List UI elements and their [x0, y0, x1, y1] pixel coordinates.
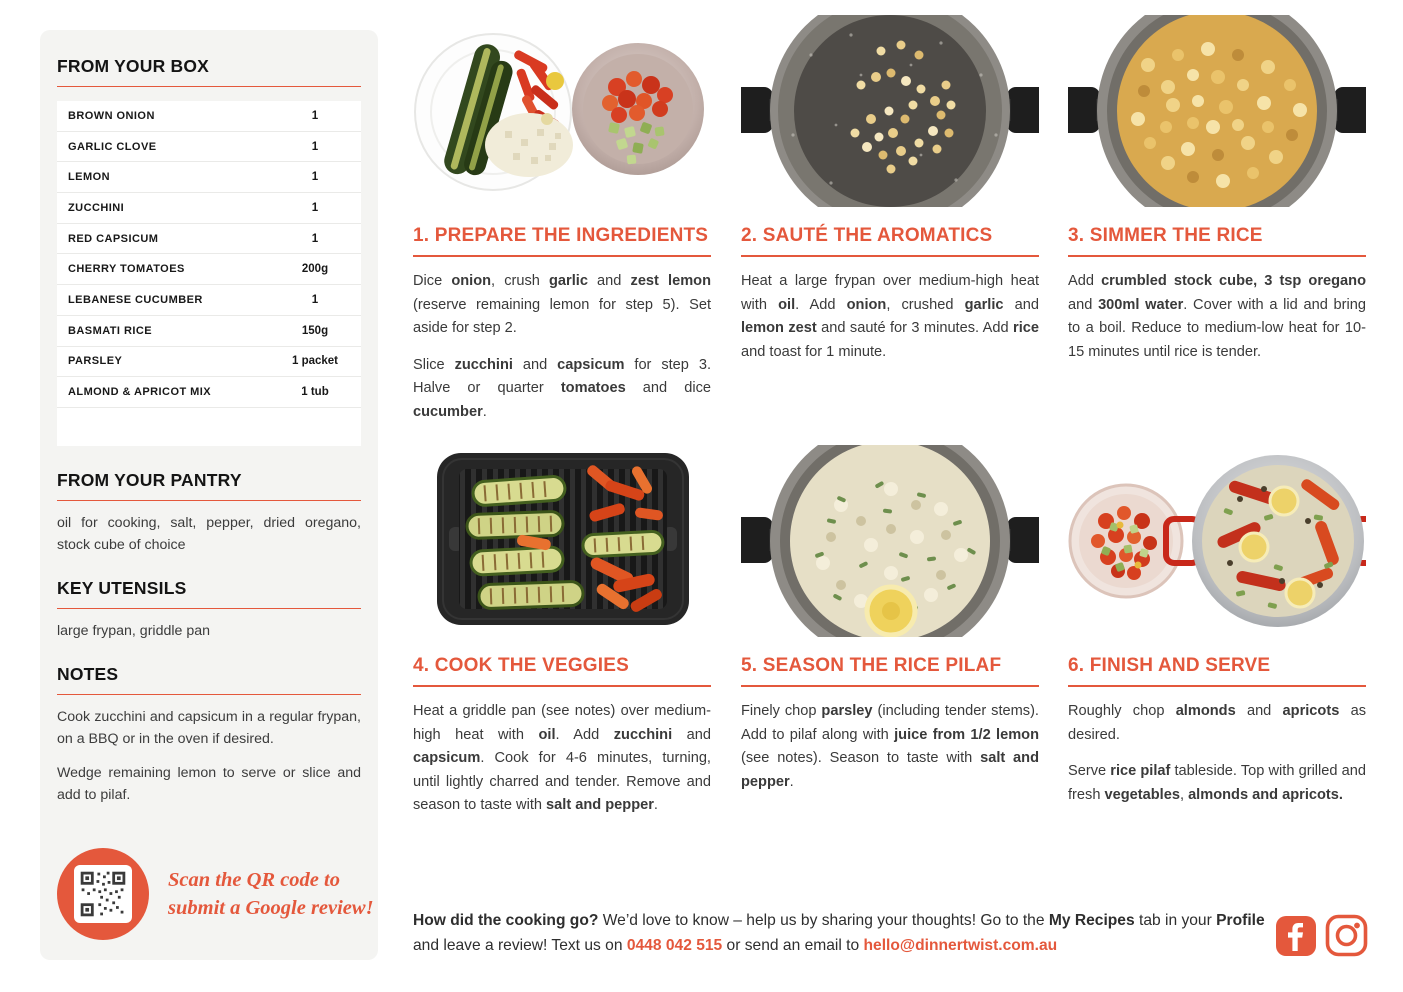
step-1: [413, 15, 711, 424]
review-caption-line2: submit a Google review!: [168, 897, 374, 919]
ingredient-qty: 1: [311, 109, 319, 122]
divider: [57, 86, 361, 87]
instagram-icon[interactable]: [1325, 914, 1368, 957]
table-row: [57, 316, 361, 347]
ingredient-qty: 1: [311, 171, 319, 184]
divider: [741, 685, 1039, 687]
table-row: [57, 224, 361, 255]
divider: [57, 500, 361, 501]
table-row: [57, 101, 361, 132]
qr-code-badge: [57, 848, 149, 940]
footer-message: How did the cooking go? We’d love to know – help us by sharing your thoughts! Go to the My Recipes tab in your Profile and leave a review! Text us on 0448 042 515 or send an email to hello@dinnertwist.com.au: [413, 912, 1265, 954]
ingredient-name: ALMOND & APRICOT MIX: [68, 386, 212, 399]
step-3-title: 3. SIMMER THE RICE: [1068, 225, 1263, 246]
step-6-photo-finished-dish-icon: [1068, 445, 1366, 637]
step-2-photo-frypan-onion-icon: [741, 15, 1039, 207]
step-5-title: 5. SEASON THE RICE PILAF: [741, 655, 1002, 676]
ingredient-qty: 200g: [301, 263, 329, 276]
divider: [1068, 255, 1366, 257]
step-4-photo-griddle-veggies-icon: [413, 445, 711, 637]
ingredient-name: RED CAPSICUM: [68, 232, 159, 245]
divider: [1068, 685, 1366, 687]
step-1-title: 1. PREPARE THE INGREDIENTS: [413, 225, 709, 246]
utensils-text: large frypan, griddle pan: [57, 622, 211, 639]
divider: [57, 608, 361, 609]
step-6: [1068, 445, 1366, 807]
ingredient-name: BASMATI RICE: [68, 324, 153, 337]
ingredient-name: LEBANESE CUCUMBER: [68, 293, 203, 306]
divider: [741, 255, 1039, 257]
notes-title: NOTES: [57, 663, 119, 684]
ingredient-qty: 1: [311, 293, 319, 306]
table-row: [57, 347, 361, 378]
step-3-paragraph: Add crumbled stock cube, 3 tsp oregano and 300ml water. Cover with a lid and bring to a boil. Reduce to medium-low heat for 10-15 minutes until rice is tender.: [1068, 273, 1366, 360]
ingredient-name: ZUCCHINI: [68, 201, 125, 214]
review-caption: [168, 866, 374, 922]
step-4-title: 4. COOK THE VEGGIES: [413, 655, 630, 676]
ingredient-qty: 1 tub: [301, 386, 329, 399]
divider: [413, 255, 711, 257]
ingredient-qty: 1: [311, 201, 319, 214]
ingredient-name: LEMON: [68, 171, 110, 184]
notes-paragraph: Wedge remaining lemon to serve or slice and add to pilaf.: [57, 764, 361, 803]
sidebar: [40, 30, 378, 960]
step-2-title: 2. SAUTÉ THE AROMATICS: [741, 225, 993, 246]
ingredient-name: CHERRY TOMATOES: [68, 263, 185, 276]
step-6-title: 6. FINISH AND SERVE: [1068, 655, 1271, 676]
divider: [57, 694, 361, 695]
table-row: [57, 254, 361, 285]
step-5-paragraph: Finely chop parsley (including tender stems). Add to pilaf along with juice from 1/2 lemon (see notes). Season to taste with salt and pepper.: [741, 703, 1040, 790]
ingredient-qty: 1: [311, 140, 319, 153]
step-2-paragraph: Heat a large frypan over medium-high heat with oil. Add onion, crushed garlic and lemon zest and sauté for 3 minutes. Add rice and toast for 1 minute.: [741, 273, 1039, 360]
step-5: [741, 445, 1039, 794]
review-caption-line1: Scan the QR code to: [168, 869, 340, 891]
ingredient-qty: 150g: [301, 324, 329, 337]
step-5-photo-rice-pilaf-icon: [741, 445, 1039, 637]
step-1-paragraph: Slice zucchini and capsicum for step 3. Halve or quarter tomatoes and dice cucumber.: [413, 356, 712, 420]
ingredient-name: GARLIC CLOVE: [68, 140, 157, 153]
table-row: [57, 377, 361, 408]
divider: [413, 685, 711, 687]
step-3: [1068, 15, 1366, 364]
table-row: [57, 162, 361, 193]
facebook-icon[interactable]: [1276, 916, 1316, 956]
ingredients-table: [57, 101, 361, 446]
google-review-block: [57, 848, 374, 940]
table-row: [57, 285, 361, 316]
pantry-text: oil for cooking, salt, pepper, dried oregano, stock cube of choice: [57, 514, 361, 553]
step-1-paragraph: Dice onion, crush garlic and zest lemon (reserve remaining lemon for step 5). Set aside for step 2.: [413, 273, 711, 336]
table-row: [57, 193, 361, 224]
from-your-box-title: FROM YOUR BOX: [57, 56, 210, 76]
table-row: [57, 132, 361, 163]
step-1-photo-prepped-ingredients-icon: [413, 15, 711, 207]
ingredient-qty: 1 packet: [291, 355, 339, 368]
step-3-photo-rice-pot-icon: [1068, 15, 1366, 207]
ingredient-name: BROWN ONION: [68, 109, 155, 122]
step-6-paragraph: Serve rice pilaf tableside. Top with grilled and fresh vegetables, almonds and apricots.: [1068, 763, 1367, 803]
step-6-paragraph: Roughly chop almonds and apricots as desired.: [1068, 703, 1366, 743]
step-4: [413, 445, 711, 818]
from-your-pantry-title: FROM YOUR PANTRY: [57, 469, 242, 490]
qr-code-icon: [74, 865, 132, 923]
notes-paragraph: Cook zucchini and capsicum in a regular frypan, on a BBQ or in the oven if desired.: [57, 708, 361, 747]
ingredient-name: PARSLEY: [68, 355, 123, 368]
social-links: [1276, 914, 1368, 957]
ingredient-qty: 1: [311, 232, 319, 245]
step-4-paragraph: Heat a griddle pan (see notes) over medium-high heat with oil. Add zucchini and capsicum. Cook for 4-6 minutes, turning, until lightly charred and tender. Remove and season to taste with salt and pepper.: [413, 703, 711, 813]
key-utensils-title: KEY UTENSILS: [57, 577, 187, 598]
step-2: [741, 15, 1039, 364]
